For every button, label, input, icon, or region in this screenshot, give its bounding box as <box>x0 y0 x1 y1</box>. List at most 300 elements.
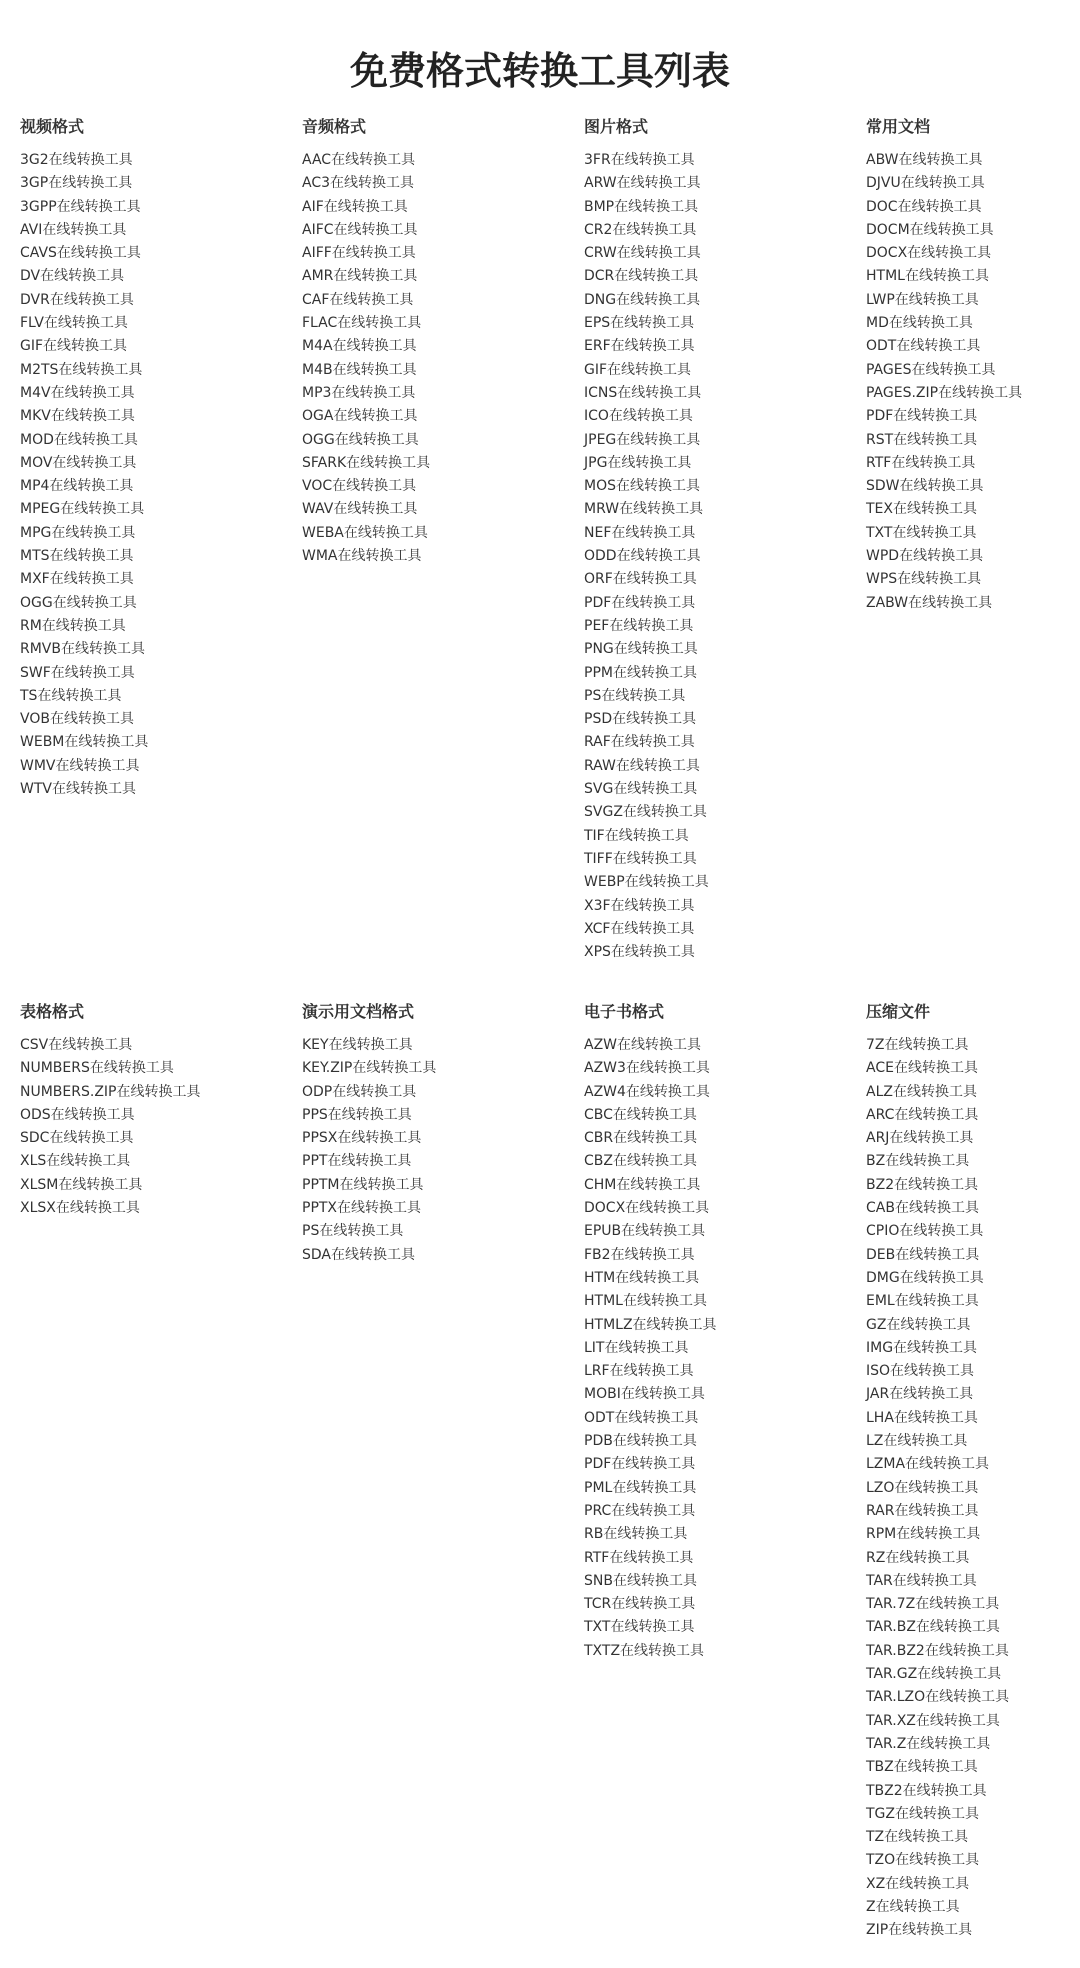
list-item <box>866 1033 1080 1056</box>
converter-link[interactable]: NEF在线转换工具 <box>584 524 696 541</box>
converter-link[interactable]: ODD在线转换工具 <box>584 548 701 565</box>
list-item <box>302 451 582 474</box>
section-heading-documents: 常用文档 <box>866 117 931 136</box>
list-item <box>584 614 864 637</box>
list-item <box>584 1406 864 1429</box>
converter-link[interactable]: AIF在线转换工具 <box>302 198 408 215</box>
list-item <box>20 404 300 427</box>
list-item <box>584 917 864 940</box>
section-video <box>20 116 300 800</box>
list-item <box>584 1615 864 1638</box>
converter-link[interactable]: PPS在线转换工具 <box>302 1106 412 1123</box>
converter-link[interactable]: MP3在线转换工具 <box>302 384 416 401</box>
converter-link[interactable]: CPIO在线转换工具 <box>866 1223 984 1240</box>
converter-link[interactable]: TIF在线转换工具 <box>584 827 689 844</box>
list-item <box>584 1452 864 1475</box>
list-item <box>302 1103 582 1126</box>
converter-link[interactable]: HTML在线转换工具 <box>866 268 989 285</box>
list-item <box>20 171 300 194</box>
section-image <box>584 116 864 963</box>
converter-link[interactable]: TAR.Z在线转换工具 <box>866 1735 991 1752</box>
converter-link[interactable]: TIFF在线转换工具 <box>584 850 697 867</box>
converter-link[interactable]: PDF在线转换工具 <box>584 594 696 611</box>
converter-link[interactable]: LWP在线转换工具 <box>866 291 979 308</box>
list-item <box>302 521 582 544</box>
converter-link[interactable]: ORF在线转换工具 <box>584 571 697 588</box>
converter-link[interactable]: FLV在线转换工具 <box>20 315 128 332</box>
list-item <box>866 1918 1080 1941</box>
link-list-ebook <box>584 1033 864 1662</box>
converter-link[interactable]: CSV在线转换工具 <box>20 1037 133 1053</box>
converter-link[interactable]: LZO在线转换工具 <box>866 1479 979 1496</box>
converter-link[interactable]: TAR.7Z在线转换工具 <box>866 1596 1000 1613</box>
converter-link[interactable]: LIT在线转换工具 <box>584 1339 689 1356</box>
converter-link[interactable]: VOC在线转换工具 <box>302 478 417 495</box>
converter-link[interactable]: WPS在线转换工具 <box>866 571 982 588</box>
converter-link[interactable]: AZW3在线转换工具 <box>584 1060 710 1077</box>
list-item <box>866 521 1080 544</box>
converter-link[interactable]: LRF在线转换工具 <box>584 1363 694 1380</box>
list-item <box>584 777 864 800</box>
list-item <box>866 451 1080 474</box>
list-item <box>866 591 1080 614</box>
converter-link[interactable]: Z在线转换工具 <box>866 1898 960 1915</box>
list-item <box>584 1546 864 1569</box>
converter-link[interactable]: OGG在线转换工具 <box>302 431 419 448</box>
converter-link[interactable]: FLAC在线转换工具 <box>302 315 422 332</box>
converter-link[interactable]: AVI在线转换工具 <box>20 221 127 238</box>
converter-link[interactable]: TAR在线转换工具 <box>866 1572 977 1589</box>
converter-link[interactable]: MOD在线转换工具 <box>20 431 138 448</box>
converter-link[interactable]: SFARK在线转换工具 <box>302 454 431 471</box>
converter-link[interactable]: SWF在线转换工具 <box>20 664 135 681</box>
converter-link[interactable]: RM在线转换工具 <box>20 617 126 634</box>
converter-link[interactable]: OGG在线转换工具 <box>20 594 137 611</box>
converter-link[interactable]: ZIP在线转换工具 <box>866 1922 973 1939</box>
converter-link[interactable]: ARW在线转换工具 <box>584 175 701 192</box>
list-item <box>584 358 864 381</box>
section-documents <box>866 116 1080 614</box>
converter-link[interactable]: SDC在线转换工具 <box>20 1130 134 1147</box>
converter-link[interactable]: TZO在线转换工具 <box>866 1852 980 1869</box>
link-list-audio <box>302 148 582 567</box>
list-item <box>20 358 300 381</box>
converter-link[interactable]: PDB在线转换工具 <box>584 1433 697 1450</box>
list-item <box>302 171 582 194</box>
converter-link[interactable]: RTF在线转换工具 <box>584 1549 694 1566</box>
converter-link[interactable]: PS在线转换工具 <box>302 1223 404 1240</box>
converter-link[interactable]: PS在线转换工具 <box>584 687 686 704</box>
list-item <box>584 591 864 614</box>
converter-link[interactable]: EPUB在线转换工具 <box>584 1223 706 1240</box>
converter-link[interactable]: M4V在线转换工具 <box>20 384 135 401</box>
converter-link[interactable]: PAGES.ZIP在线转换工具 <box>866 384 1023 401</box>
list-item <box>584 1219 864 1242</box>
converter-link[interactable]: XPS在线转换工具 <box>584 944 695 961</box>
converter-link[interactable]: IMG在线转换工具 <box>866 1339 978 1356</box>
converter-link[interactable]: LZMA在线转换工具 <box>866 1456 990 1473</box>
converter-link[interactable]: SVG在线转换工具 <box>584 781 698 798</box>
converter-link[interactable]: ODT在线转换工具 <box>584 1409 699 1426</box>
converter-link[interactable]: DEB在线转换工具 <box>866 1246 980 1263</box>
converter-link[interactable]: SDA在线转换工具 <box>302 1246 415 1263</box>
list-item <box>584 870 864 893</box>
list-item <box>866 195 1080 218</box>
list-item <box>20 754 300 777</box>
converter-link[interactable]: DMG在线转换工具 <box>866 1269 984 1286</box>
converter-link[interactable]: HTML在线转换工具 <box>584 1293 707 1310</box>
converter-link[interactable]: WTV在线转换工具 <box>20 781 136 798</box>
list-item <box>20 614 300 637</box>
list-item <box>584 1243 864 1266</box>
converter-link[interactable]: TBZ在线转换工具 <box>866 1759 978 1776</box>
converter-link[interactable]: PDF在线转换工具 <box>584 1456 696 1473</box>
converter-link[interactable]: DV在线转换工具 <box>20 268 125 285</box>
converter-link[interactable]: HTM在线转换工具 <box>584 1269 700 1286</box>
list-item <box>584 428 864 451</box>
list-item <box>584 1639 864 1662</box>
converter-link[interactable]: MP4在线转换工具 <box>20 478 134 495</box>
converter-link[interactable]: DCR在线转换工具 <box>584 268 699 285</box>
converter-link[interactable]: M2TS在线转换工具 <box>20 361 143 378</box>
converter-link[interactable]: AIFC在线转换工具 <box>302 221 418 238</box>
list-item <box>302 218 582 241</box>
converter-link[interactable]: GZ在线转换工具 <box>866 1316 971 1333</box>
converter-link[interactable]: ABW在线转换工具 <box>866 152 983 168</box>
converter-link[interactable]: SNB在线转换工具 <box>584 1572 697 1589</box>
list-item <box>866 1243 1080 1266</box>
list-item <box>302 1173 582 1196</box>
converter-link[interactable]: RAW在线转换工具 <box>584 757 700 774</box>
list-item <box>866 404 1080 427</box>
list-item <box>866 1056 1080 1079</box>
list-item <box>866 1266 1080 1289</box>
converter-link[interactable]: LZ在线转换工具 <box>866 1433 968 1450</box>
converter-link[interactable]: BZ2在线转换工具 <box>866 1176 979 1193</box>
converter-link[interactable]: MTS在线转换工具 <box>20 548 134 565</box>
converter-link[interactable]: MOBI在线转换工具 <box>584 1386 705 1403</box>
converter-link[interactable]: MPG在线转换工具 <box>20 524 136 541</box>
converter-link[interactable]: LHA在线转换工具 <box>866 1409 978 1426</box>
converter-link[interactable]: KEY在线转换工具 <box>302 1037 413 1053</box>
list-item <box>584 1522 864 1545</box>
list-item <box>584 1033 864 1056</box>
list-item <box>866 1476 1080 1499</box>
converter-link[interactable]: AAC在线转换工具 <box>302 152 416 168</box>
converter-link[interactable]: PPSX在线转换工具 <box>302 1130 422 1147</box>
converter-link[interactable]: DOCX在线转换工具 <box>866 245 992 262</box>
list-item <box>584 847 864 870</box>
converter-link[interactable]: PAGES在线转换工具 <box>866 361 996 378</box>
converter-link[interactable]: OGA在线转换工具 <box>302 408 418 425</box>
section-archive <box>866 1001 1080 1942</box>
list-item <box>584 1266 864 1289</box>
list-item <box>866 1639 1080 1662</box>
list-item <box>584 1126 864 1149</box>
list-item <box>866 148 1080 171</box>
converter-link[interactable]: DNG在线转换工具 <box>584 291 701 308</box>
converter-link[interactable]: DOCX在线转换工具 <box>584 1200 710 1217</box>
converter-link[interactable]: 3G2在线转换工具 <box>20 152 133 168</box>
converter-link[interactable]: ODT在线转换工具 <box>866 338 981 355</box>
list-item <box>302 195 582 218</box>
converter-link[interactable]: ARJ在线转换工具 <box>866 1130 974 1147</box>
converter-link[interactable]: ERF在线转换工具 <box>584 338 695 355</box>
converter-link[interactable]: CBZ在线转换工具 <box>584 1153 697 1170</box>
list-item <box>866 381 1080 404</box>
converter-link[interactable]: WAV在线转换工具 <box>302 501 418 518</box>
converter-link[interactable]: SVGZ在线转换工具 <box>584 804 707 821</box>
converter-link[interactable]: RAF在线转换工具 <box>584 734 695 751</box>
list-item <box>866 1872 1080 1895</box>
converter-link[interactable]: ARC在线转换工具 <box>866 1106 979 1123</box>
converter-link[interactable]: MKV在线转换工具 <box>20 408 135 425</box>
converter-link[interactable]: 7Z在线转换工具 <box>866 1037 969 1053</box>
converter-link[interactable]: CBR在线转换工具 <box>584 1130 698 1147</box>
converter-link[interactable]: WEBP在线转换工具 <box>584 874 709 891</box>
converter-link[interactable]: X3F在线转换工具 <box>584 897 695 914</box>
list-item <box>584 1080 864 1103</box>
converter-link[interactable]: WPD在线转换工具 <box>866 548 984 565</box>
converter-link[interactable]: CAF在线转换工具 <box>302 291 414 308</box>
converter-link[interactable]: ICO在线转换工具 <box>584 408 693 425</box>
list-item <box>866 1802 1080 1825</box>
converter-link[interactable]: JPEG在线转换工具 <box>584 431 701 448</box>
converter-link[interactable]: AZW4在线转换工具 <box>584 1083 710 1100</box>
list-item <box>20 148 300 171</box>
list-item <box>20 684 300 707</box>
list-item <box>20 241 300 264</box>
list-item <box>866 334 1080 357</box>
converter-link[interactable]: TS在线转换工具 <box>20 687 122 704</box>
converter-link[interactable]: KEY.ZIP在线转换工具 <box>302 1060 437 1077</box>
converter-link[interactable]: MOV在线转换工具 <box>20 454 137 471</box>
converter-link[interactable]: RZ在线转换工具 <box>866 1549 970 1566</box>
list-item <box>584 684 864 707</box>
converter-link[interactable]: DOC在线转换工具 <box>866 198 982 215</box>
converter-link[interactable]: NUMBERS.ZIP在线转换工具 <box>20 1083 201 1100</box>
converter-link[interactable]: NUMBERS在线转换工具 <box>20 1060 174 1077</box>
converter-link[interactable]: XLSM在线转换工具 <box>20 1176 143 1193</box>
list-item <box>584 1499 864 1522</box>
list-item <box>584 241 864 264</box>
list-item <box>584 148 864 171</box>
converter-link[interactable]: TEX在线转换工具 <box>866 501 977 518</box>
converter-link[interactable]: ACE在线转换工具 <box>866 1060 978 1077</box>
converter-link[interactable]: XZ在线转换工具 <box>866 1875 970 1892</box>
link-list-archive <box>866 1033 1080 1942</box>
converter-link[interactable]: CAB在线转换工具 <box>866 1200 979 1217</box>
converter-link[interactable]: AC3在线转换工具 <box>302 175 415 192</box>
converter-link[interactable]: WMA在线转换工具 <box>302 548 422 565</box>
list-item <box>20 661 300 684</box>
converter-link[interactable]: TAR.BZ在线转换工具 <box>866 1619 1000 1636</box>
list-item <box>584 497 864 520</box>
converter-link[interactable]: ALZ在线转换工具 <box>866 1083 977 1100</box>
link-list-presentation <box>302 1033 582 1266</box>
list-item <box>20 288 300 311</box>
converter-link[interactable]: PPM在线转换工具 <box>584 664 697 681</box>
list-item <box>866 1149 1080 1172</box>
list-item <box>866 1522 1080 1545</box>
converter-link[interactable]: TXTZ在线转换工具 <box>584 1642 705 1659</box>
list-item <box>866 1825 1080 1848</box>
converter-link[interactable]: TAR.LZO在线转换工具 <box>866 1689 1010 1706</box>
converter-link[interactable]: MD在线转换工具 <box>866 315 973 332</box>
list-item <box>866 1895 1080 1918</box>
converter-link[interactable]: ODP在线转换工具 <box>302 1083 417 1100</box>
converter-link[interactable]: RTF在线转换工具 <box>866 454 976 471</box>
converter-link[interactable]: RAR在线转换工具 <box>866 1502 979 1519</box>
list-item <box>866 1313 1080 1336</box>
converter-link[interactable]: MXF在线转换工具 <box>20 571 134 588</box>
converter-link[interactable]: DOCM在线转换工具 <box>866 221 994 238</box>
list-item <box>20 474 300 497</box>
list-item <box>866 1709 1080 1732</box>
list-item <box>866 544 1080 567</box>
converter-link[interactable]: TZ在线转换工具 <box>866 1829 969 1846</box>
converter-link[interactable]: TAR.GZ在线转换工具 <box>866 1666 1002 1683</box>
converter-link[interactable]: TXT在线转换工具 <box>584 1619 695 1636</box>
converter-link[interactable]: 3GPP在线转换工具 <box>20 198 141 215</box>
list-item <box>584 521 864 544</box>
converter-link[interactable]: MPEG在线转换工具 <box>20 501 145 518</box>
list-item <box>302 241 582 264</box>
converter-link[interactable]: PEF在线转换工具 <box>584 617 694 634</box>
converter-link[interactable]: WEBM在线转换工具 <box>20 734 149 751</box>
converter-link[interactable]: HTMLZ在线转换工具 <box>584 1316 717 1333</box>
converter-link[interactable]: WEBA在线转换工具 <box>302 524 428 541</box>
list-item <box>20 521 300 544</box>
converter-link[interactable]: AIFF在线转换工具 <box>302 245 416 262</box>
section-heading-spreadsheet: 表格格式 <box>20 1002 85 1021</box>
converter-link[interactable]: AMR在线转换工具 <box>302 268 418 285</box>
converter-link[interactable]: CBC在线转换工具 <box>584 1106 697 1123</box>
converter-link[interactable]: BZ在线转换工具 <box>866 1153 970 1170</box>
converter-link[interactable]: CAVS在线转换工具 <box>20 245 141 262</box>
converter-link[interactable]: TGZ在线转换工具 <box>866 1805 979 1822</box>
list-item <box>302 428 582 451</box>
list-item <box>866 1732 1080 1755</box>
converter-link[interactable]: XLSX在线转换工具 <box>20 1200 140 1217</box>
list-item <box>302 288 582 311</box>
list-item <box>584 1382 864 1405</box>
list-item <box>584 311 864 334</box>
list-item <box>20 544 300 567</box>
converter-link[interactable]: GIF在线转换工具 <box>20 338 128 355</box>
list-item <box>302 381 582 404</box>
converter-link[interactable]: FB2在线转换工具 <box>584 1246 695 1263</box>
list-item <box>866 264 1080 287</box>
list-item <box>20 218 300 241</box>
converter-link[interactable]: SDW在线转换工具 <box>866 478 984 495</box>
converter-link[interactable]: MOS在线转换工具 <box>584 478 700 495</box>
list-item <box>866 1406 1080 1429</box>
converter-link[interactable]: 3FR在线转换工具 <box>584 152 695 168</box>
list-item <box>866 1755 1080 1778</box>
list-item <box>302 334 582 357</box>
link-list-documents <box>866 148 1080 614</box>
list-item <box>866 1569 1080 1592</box>
converter-link[interactable]: AZW在线转换工具 <box>584 1037 702 1053</box>
list-item <box>866 1336 1080 1359</box>
converter-link[interactable]: JPG在线转换工具 <box>584 454 692 471</box>
converter-link[interactable]: ICNS在线转换工具 <box>584 384 702 401</box>
converter-link[interactable]: M4A在线转换工具 <box>302 338 417 355</box>
list-item <box>20 707 300 730</box>
converter-link[interactable]: RPM在线转换工具 <box>866 1526 981 1543</box>
converter-link[interactable]: MRW在线转换工具 <box>584 501 704 518</box>
converter-link[interactable]: 3GP在线转换工具 <box>20 175 133 192</box>
list-item <box>866 1382 1080 1405</box>
converter-link[interactable]: CR2在线转换工具 <box>584 221 697 238</box>
list-item <box>20 730 300 753</box>
section-audio <box>302 116 582 567</box>
converter-link[interactable]: ISO在线转换工具 <box>866 1363 975 1380</box>
list-item <box>584 1313 864 1336</box>
converter-link[interactable]: RST在线转换工具 <box>866 431 978 448</box>
converter-link[interactable]: TAR.XZ在线转换工具 <box>866 1712 1000 1729</box>
list-item <box>584 1056 864 1079</box>
converter-link[interactable]: M4B在线转换工具 <box>302 361 417 378</box>
converter-link[interactable]: JAR在线转换工具 <box>866 1386 974 1403</box>
converter-link[interactable]: PPTX在线转换工具 <box>302 1200 422 1217</box>
list-item <box>302 1243 582 1266</box>
converter-link[interactable]: XLS在线转换工具 <box>20 1153 131 1170</box>
converter-link[interactable]: PPT在线转换工具 <box>302 1153 412 1170</box>
converter-link[interactable]: ODS在线转换工具 <box>20 1106 135 1123</box>
converter-link[interactable]: VOB在线转换工具 <box>20 711 134 728</box>
list-item <box>584 474 864 497</box>
list-item <box>866 311 1080 334</box>
converter-link[interactable]: TBZ2在线转换工具 <box>866 1782 987 1799</box>
section-ebook <box>584 1001 864 1662</box>
converter-link[interactable]: GIF在线转换工具 <box>584 361 692 378</box>
converter-link[interactable]: TXT在线转换工具 <box>866 524 977 541</box>
list-item <box>584 451 864 474</box>
converter-link[interactable]: EML在线转换工具 <box>866 1293 979 1310</box>
converter-link[interactable]: PSD在线转换工具 <box>584 711 697 728</box>
list-item <box>584 754 864 777</box>
converter-link[interactable]: PPTM在线转换工具 <box>302 1176 424 1193</box>
list-item <box>866 1196 1080 1219</box>
converter-link[interactable]: RMVB在线转换工具 <box>20 641 145 658</box>
converter-link[interactable]: PML在线转换工具 <box>584 1479 697 1496</box>
list-item <box>866 567 1080 590</box>
page-title: 免费格式转换工具列表 <box>349 49 730 94</box>
list-item <box>866 1219 1080 1242</box>
converter-link[interactable]: TCR在线转换工具 <box>584 1596 696 1613</box>
section-spreadsheet <box>20 1001 300 1219</box>
converter-link[interactable]: DJVU在线转换工具 <box>866 175 985 192</box>
converter-link[interactable]: CRW在线转换工具 <box>584 245 701 262</box>
converter-link[interactable]: WMV在线转换工具 <box>20 757 140 774</box>
converter-link[interactable]: RB在线转换工具 <box>584 1526 688 1543</box>
list-item <box>866 1080 1080 1103</box>
list-item <box>866 1685 1080 1708</box>
converter-link[interactable]: ZABW在线转换工具 <box>866 594 993 611</box>
converter-link[interactable]: EPS在线转换工具 <box>584 315 695 332</box>
converter-link[interactable]: CHM在线转换工具 <box>584 1176 701 1193</box>
converter-link[interactable]: PDF在线转换工具 <box>866 408 978 425</box>
converter-link[interactable]: BMP在线转换工具 <box>584 198 699 215</box>
converter-link[interactable]: PNG在线转换工具 <box>584 641 698 658</box>
converter-link[interactable]: PRC在线转换工具 <box>584 1502 696 1519</box>
converter-link[interactable]: TAR.BZ2在线转换工具 <box>866 1642 1009 1659</box>
converter-link[interactable]: XCF在线转换工具 <box>584 920 695 937</box>
link-list-spreadsheet <box>20 1033 300 1219</box>
converter-link[interactable]: DVR在线转换工具 <box>20 291 134 308</box>
